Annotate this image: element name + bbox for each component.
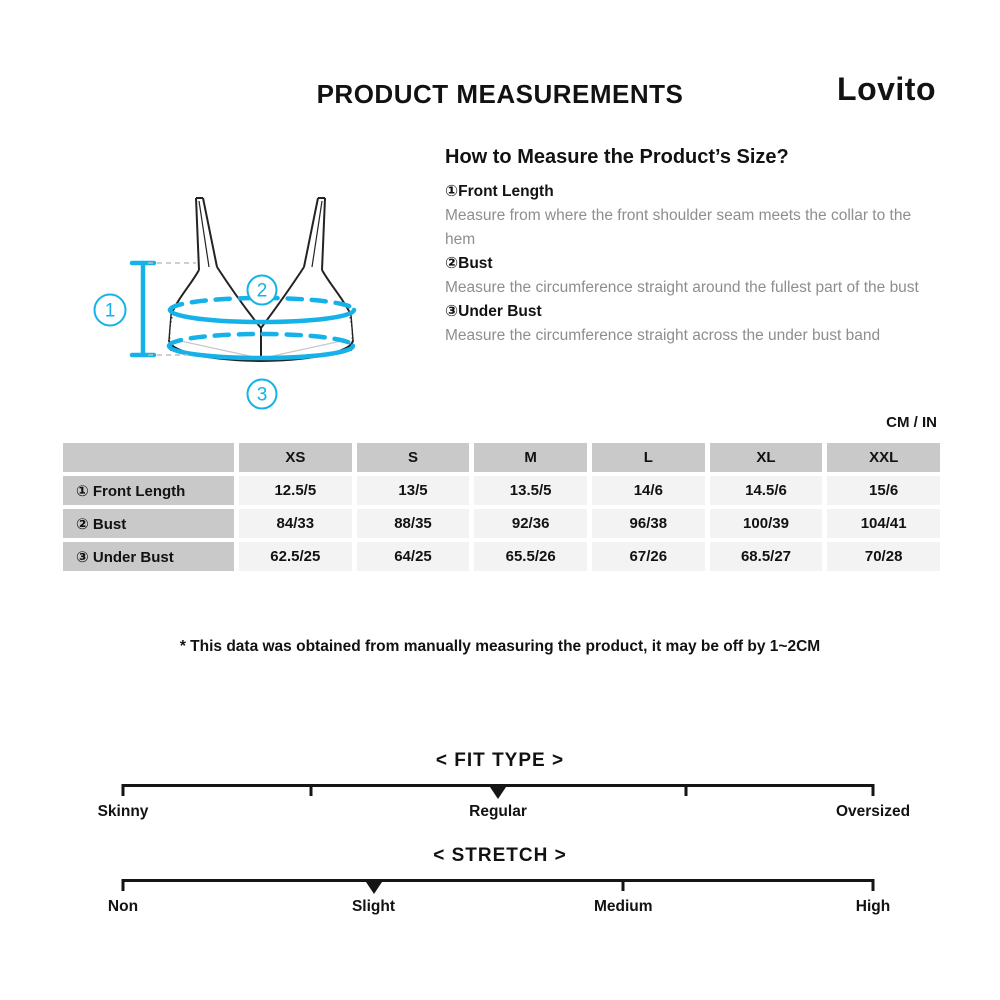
row-label-bust: ② Bust [63,509,234,538]
table-corner-cell [63,443,234,472]
table-cell: 14.5/6 [710,476,823,505]
circled-number: ① [445,183,459,200]
scale-label-high: High [855,898,891,915]
table-cell: 96/38 [592,509,705,538]
scale-tick [309,784,312,796]
scale-label-medium: Medium [593,898,653,915]
table-cell: 12.5/5 [239,476,352,505]
circled-number: ③ [445,303,459,320]
table-cell: 92/36 [474,509,587,538]
scale-tick [122,879,125,891]
table-cell: 65.5/26 [474,542,587,571]
scale-label-regular: Regular [469,803,527,820]
guide-item-under-bust [445,300,937,348]
table-cell: 14/6 [592,476,705,505]
guide-item-description: Measure from where the front shoulder seam meets the collar to the hem [445,207,912,248]
fit-type-marker [490,787,506,799]
callout-under-bust [248,380,277,409]
column-header-m: M [474,443,587,472]
table-cell: 104/41 [827,509,940,538]
guide-item-description: Measure the circumference straight around the fullest part of the bust [445,279,919,296]
table-cell: 100/39 [710,509,823,538]
scale-label-oversized: Oversized [835,803,911,820]
stretch-title: < STRETCH > [433,845,567,866]
scale-label-skinny: Skinny [97,803,149,820]
brand-logo: Lovito [837,71,936,107]
guide-item-title: ①Front Length [445,183,554,200]
scale-label-non: Non [107,898,139,915]
table-cell: 84/33 [239,509,352,538]
guide-heading: How to Measure the Product’s Size? [445,146,789,168]
bra-straps [196,198,325,270]
column-header-xl: XL [710,443,823,472]
scale-tick [622,879,625,891]
scale-tick [684,784,687,796]
fit-type-scale [97,784,911,824]
scale-label-slight: Slight [351,898,396,915]
how-to-measure-guide [445,146,937,348]
table-cell: 15/6 [827,476,940,505]
table-cell: 62.5/25 [239,542,352,571]
svg-text:2: 2 [256,280,268,302]
table-cell: 88/35 [357,509,470,538]
page-title: PRODUCT MEASUREMENTS [316,79,684,109]
guide-item-front-length [445,180,937,252]
row-label-front-length: ① Front Length [63,476,234,505]
table-cell: 70/28 [827,542,940,571]
column-header-s: S [357,443,470,472]
stretch-scale [107,879,891,919]
svg-text:1: 1 [104,300,116,322]
callout-bust [248,276,277,305]
scale-tick [872,879,875,891]
table-cell: 64/25 [357,542,470,571]
size-table [63,443,940,571]
guide-item-description: Measure the circumference straight across the under bust band [445,327,881,344]
column-header-l: L [592,443,705,472]
unit-label: CM / IN [886,414,937,431]
scale-tick [872,784,875,796]
bra-measurement-diagram [80,170,440,420]
stretch-marker [366,882,382,894]
callout-front-length [95,295,126,326]
front-length-indicator [132,263,154,355]
scale-tick [122,784,125,796]
circled-number: ② [445,255,459,272]
guide-item-title: ②Bust [445,255,493,272]
measurement-disclaimer: * This data was obtained from manually measuring the product, it may be off by 1~2CM [179,638,821,655]
svg-text:3: 3 [256,384,268,406]
table-cell: 13/5 [357,476,470,505]
column-header-xxl: XXL [827,443,940,472]
fit-type-title: < FIT TYPE > [435,750,565,771]
guide-item-bust [445,252,937,300]
guide-item-title: ③Under Bust [445,303,542,320]
scale-line [123,879,873,882]
table-cell: 67/26 [592,542,705,571]
row-label-under-bust: ③ Under Bust [63,542,234,571]
column-header-xs: XS [239,443,352,472]
table-cell: 13.5/5 [474,476,587,505]
table-cell: 68.5/27 [710,542,823,571]
